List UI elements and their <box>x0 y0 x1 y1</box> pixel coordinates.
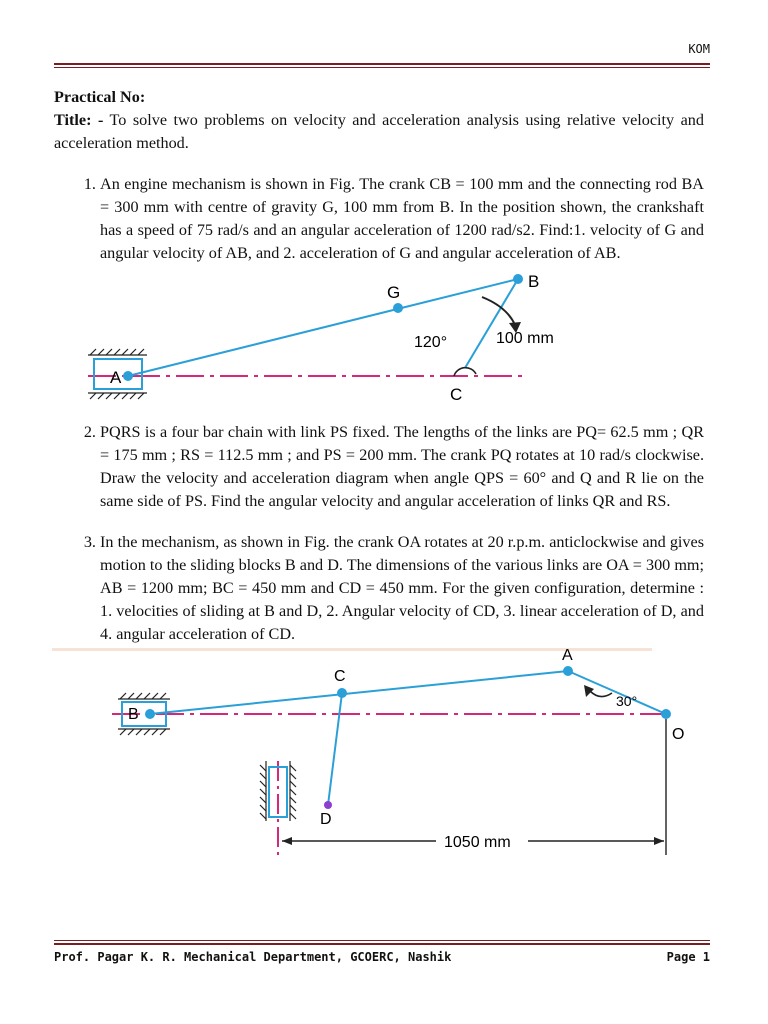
label-a: A <box>562 647 573 664</box>
header-rule <box>54 63 710 65</box>
length-label: 1050 mm <box>444 834 511 851</box>
page-content <box>54 86 704 861</box>
problem-3 <box>100 531 704 861</box>
label-d: D <box>320 811 332 828</box>
point-d <box>324 801 332 809</box>
practical-number: Practical No: <box>54 88 146 106</box>
label-c: C <box>450 385 463 404</box>
problem-list <box>54 173 704 861</box>
header-rule-thin <box>54 67 710 68</box>
point-b <box>513 274 523 284</box>
problem-3-text: In the mechanism, as shown in Fig. the crank OA rotates at 20 r.p.m. anticlockwise and gives motion to the sliding blocks B and D. The dimensions of the various links are OA = 300 mm; AB = 1200 mm; BC = 450 mm and CD = 450 mm. For the given configuration, determine : 1. velocities of sliding at B and D, 2. Angular velocity of CD, 3. linear acceleration of D, and 4. angular acceleration of CD. <box>100 533 704 643</box>
header-tag: KOM <box>688 42 710 56</box>
pivot-c <box>454 368 476 376</box>
point-a <box>123 371 133 381</box>
label-b: B <box>128 706 139 723</box>
label-g: G <box>387 283 401 302</box>
problem-2-text: PQRS is a four bar chain with link PS fixed. The lengths of the links are PQ= 62.5 mm ; QR = 175 mm ; RS = 112.5 mm ; and PS = 200 mm. The crank PQ rotates at 10 rad/s clockwise. Draw the velocity and acceleration diagram when angle QPS = 60° and Q and R lie on the same side of PS. Find the angular velocity and angular acceleration of links QR and RS. <box>100 423 704 510</box>
point-c <box>337 688 347 698</box>
point-g <box>393 303 403 313</box>
angle-label: 30° <box>616 693 638 709</box>
footer-author: Prof. Pagar K. R. Mechanical Department, GCOERC, Nashik <box>54 950 452 964</box>
point-o <box>661 709 671 719</box>
label-o: O <box>672 726 685 743</box>
problem-1 <box>100 173 704 415</box>
figure-engine-mechanism <box>52 265 652 415</box>
label-a: A <box>110 368 122 387</box>
label-c: C <box>334 668 346 685</box>
problem-2 <box>100 421 704 513</box>
footer-page-number: Page 1 <box>666 950 710 964</box>
label-b: B <box>528 272 540 291</box>
problem-1-text: An engine mechanism is shown in Fig. The crank CB = 100 mm and the connecting rod BA = 300 mm with centre of gravity G, 100 mm from B. In the position shown, the crankshaft has a speed of 75 rad/s and an angular acceleration of 1200 rad/s2. Find:1. velocity of G and angular velocity of AB, and 2. acceleration of G and angular acceleration of AB. <box>100 175 704 262</box>
figure-slider-mechanism <box>52 647 685 861</box>
angle-label: 120° <box>414 334 448 351</box>
footer-rule <box>54 943 710 945</box>
title-text: To solve two problems on velocity and acceleration analysis using relative velocity and acceleration method. <box>54 111 704 152</box>
title-paragraph <box>54 109 704 155</box>
title-label: Title: - <box>54 111 104 129</box>
point-b <box>145 709 155 719</box>
length-label: 100 mm <box>496 330 554 347</box>
point-a <box>563 666 573 676</box>
footer-rule-thin <box>54 940 710 941</box>
